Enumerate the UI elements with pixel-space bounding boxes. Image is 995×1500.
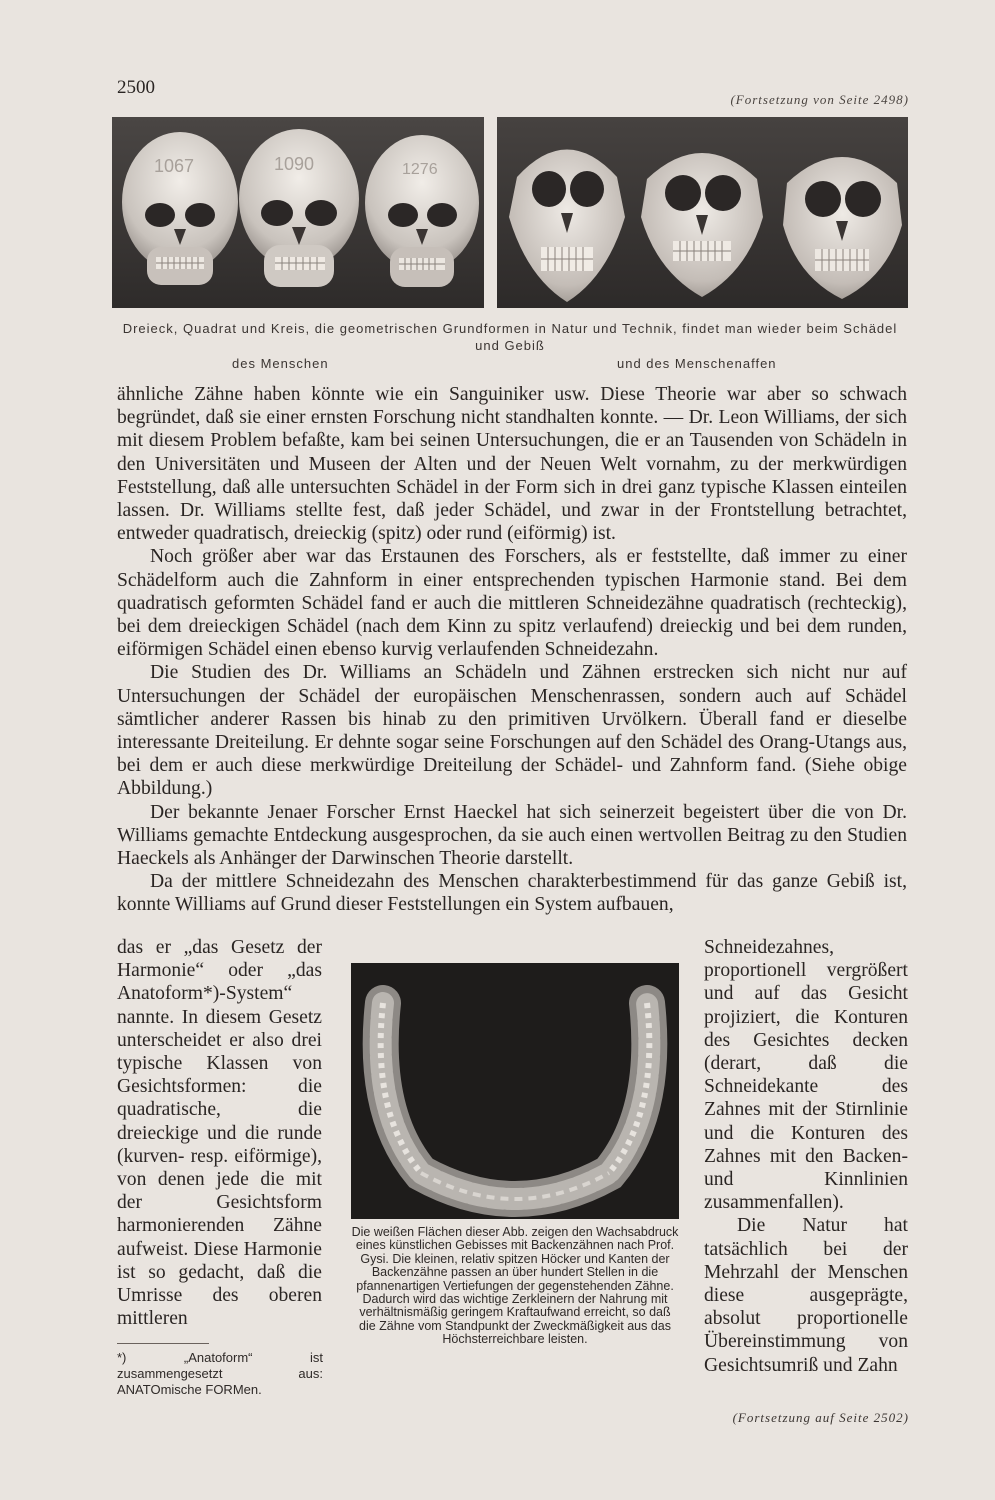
page-number: 2500 bbox=[117, 77, 155, 98]
paragraph: Noch größer aber war das Erstaunen des Forschers, als er feststellte, daß immer zu einer Schädelform auch die Zahnform in einer entsprechenden typischen Harmonie stand. Bei dem quadratisch geformten Schädel fand er auch die mittleren Schneidezähne quadratisch (rechteckig), bei dem dreieckigen Schädel (nach dem Kinn zu spitz verlaufend) dreieckig und bei dem runden, eiförmigen Schädel einen ebenso kurvig verlaufenden Schneidezahn. bbox=[117, 546, 907, 661]
wax-impression-photo bbox=[351, 963, 679, 1219]
skulls-caption-left: des Menschen bbox=[232, 356, 329, 371]
paragraph: Die Natur hat tatsächlich bei der Mehrzahl der Menschen diese ausgeprägte, absolut proportionelle Übereinstimmung von Gesichtsumriß und Zahn bbox=[704, 1215, 908, 1376]
paragraph: Da der mittlere Schneidezahn des Menschen charakterbestimmend für das ganze Gebiß ist, konnte Williams auf Grund dieser Feststellungen ein System aufbauen, bbox=[117, 871, 907, 916]
footnote-divider bbox=[117, 1343, 209, 1344]
right-column-text bbox=[704, 936, 908, 1377]
skulls-caption: Dreieck, Quadrat und Kreis, die geometrischen Grundformen in Natur und Technik, findet man wieder beim Schädel und Gebiß bbox=[122, 321, 898, 353]
human-skulls-photo bbox=[112, 117, 484, 308]
continued-on-note: (Fortsetzung auf Seite 2502) bbox=[732, 1410, 909, 1425]
skull-number-1: 1067 bbox=[154, 156, 195, 176]
paragraph: Die Studien des Dr. Williams an Schädeln und Zähnen erstrecken sich nicht nur auf Untersuchungen der Schädel der europäischen Menschenrassen, sondern auch auf Schädel sämtlicher anderer Rassen bis hinab zu den primitiven Urvölkern. Überall fand er dieselbe interessante Dreiteilung. Er dehnte sogar seine Forschungen auf den Schädel des Orang-Utangs aus, bei dem er auch diese merkwürdige Dreiteilung der Schädel- und Zahnform fand. (Siehe obige Abbildung.) bbox=[117, 662, 907, 800]
ape-skulls-photo bbox=[497, 117, 908, 308]
footnote: *) „Anatoform“ ist zusammengesetzt aus: ANATOmische FORMen. bbox=[117, 1350, 323, 1397]
paragraph: Schneidezahnes, proportionell vergrößert und auf das Gesicht projiziert, die Konturen des Gesichtes decken (derart, daß die Schneidekante des Zahnes mit der Stirnlinie und die Konturen des Zahnes mit den Backen- und Kinnlinien zusammenfallen). bbox=[704, 937, 908, 1214]
skull-number-2: 1090 bbox=[274, 154, 315, 174]
wax-impression-caption: Die weißen Flächen dieser Abb. zeigen den Wachsabdruck eines künstlichen Gebisses mit Backenzähnen nach Prof. Gysi. Die kleinen, relativ spitzen Höcker und Kanten der Backenzähne passen an über hundert Stellen in die pfannenartigen Vertiefungen der gegenstehenden Zähne. Dadurch wird das wichtige Zerkleinern der Nahrung mit verhältnismäßig geringem Kraftaufwand erreicht, so daß die Zähne vom Standpunkt der Zweckmäßigkeit aus das Höchsterreichbare leisten. bbox=[351, 1225, 679, 1347]
continued-from-note: (Fortsetzung von Seite 2498) bbox=[730, 92, 909, 107]
left-column-text: das er „das Gesetz der Harmonie“ oder „das Anatoform*)-System“ nannte. In diesem Gesetz unterscheidet er also drei typische Klassen von Gesichtsformen: die quadratische, die dreieckige und die runde (kurven- resp. eiförmige), von denen jede die mit der Gesichtsform harmonierenden Zähne aufweist. Diese Harmonie ist so gedacht, daß die Umrisse des oberen mittleren bbox=[117, 937, 322, 1330]
paragraph: Der bekannte Jenaer Forscher Ernst Haeckel hat sich seinerzeit begeistert über die von Dr. Williams gemachte Entdeckung ausgesprochen, da sie auch einen wertvollen Beitrag zu den Studien Haeckels als Anhänger der Darwinschen Theorie darstellt. bbox=[117, 801, 907, 870]
article-body bbox=[117, 383, 907, 917]
paragraph: ähnliche Zähne haben könnte wie ein Sanguiniker usw. Diese Theorie war aber so schwach begründet, daß sie einer ernsten Forschung nicht standhalten konnte. — Dr. Leon Williams, der sich mit diesem Problem befaßte, kam bei seinen Untersuchungen, die er an Tausenden von Schädeln in den Universitäten und Museen der Alten und der Neuen Welt vornahm, zu der merkwürdigen Feststellung, daß alle untersuchten Schädel in der Form sich in drei ganz typische Klassen einteilen lassen. Dr. Williams stellte fest, daß jeder Schädel, und zwar in der Frontstellung betrachtet, entweder quadratisch, dreieckig (spitz) oder rund (eiförmig) ist. bbox=[117, 384, 907, 545]
skull-number-3: 1276 bbox=[402, 161, 438, 178]
skulls-caption-right: und des Menschenaffen bbox=[617, 356, 777, 371]
